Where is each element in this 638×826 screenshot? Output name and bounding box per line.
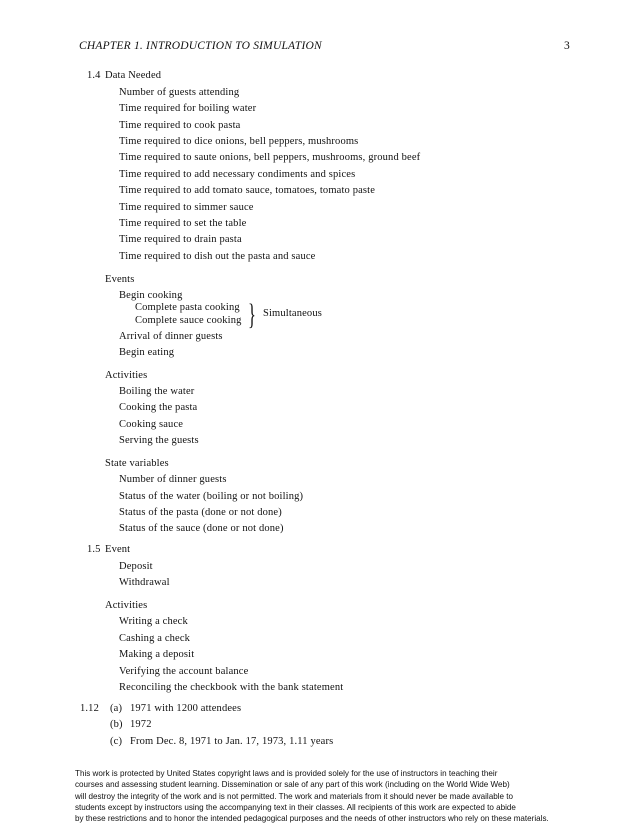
data-item: Time required to dice onions, bell peppers, mushrooms: [119, 136, 359, 147]
events-heading: Events: [105, 274, 135, 285]
copyright-line: will destroy the integrity of the work and is not permitted. The work and materials from it should never be made available to: [75, 791, 514, 801]
event-item: Begin cooking: [119, 290, 183, 301]
state-variable-item: Number of dinner guests: [119, 474, 227, 485]
simultaneous-label: Simultaneous: [263, 308, 322, 319]
data-item: Time required to dish out the pasta and sauce: [119, 251, 316, 262]
data-item: Time required to drain pasta: [119, 234, 242, 245]
section-number-1-4: 1.4: [87, 70, 101, 81]
answer-label: (c): [110, 736, 123, 747]
event-item: Begin eating: [119, 347, 175, 358]
running-header: [79, 40, 570, 52]
data-item: Time required to saute onions, bell peppers, mushrooms, ground beef: [119, 152, 421, 163]
copyright-line: students except by instructors using the accompanying text in their classes. All recipients of this work are expected to abide: [75, 802, 516, 812]
activity-item: Cashing a check: [119, 633, 191, 644]
event-item: Complete pasta cooking: [135, 302, 240, 313]
data-item: Number of guests attending: [119, 87, 240, 98]
section-title-data-needed: Data Needed: [105, 70, 162, 81]
event-item: Arrival of dinner guests: [119, 331, 223, 342]
activity-item: Verifying the account balance: [119, 666, 249, 677]
state-variables-heading: State variables: [105, 458, 169, 469]
data-item: Time required to cook pasta: [119, 120, 241, 131]
data-item: Time required to add necessary condiments and spices: [119, 169, 356, 180]
answer-label: (a): [110, 703, 123, 714]
state-variable-item: Status of the water (boiling or not boiling): [119, 491, 304, 502]
data-item: Time required to add tomato sauce, tomatoes, tomato paste: [119, 185, 376, 196]
activity-item: Making a deposit: [119, 649, 195, 660]
activity-item: Writing a check: [119, 616, 188, 627]
section-title-event: Event: [105, 544, 131, 555]
event-item: Withdrawal: [119, 577, 170, 588]
answer-text: 1972: [130, 719, 152, 730]
right-brace-icon: }: [248, 298, 256, 331]
copyright-line: by these restrictions and to honor the intended pedagogical purposes and the needs of other instructors who rely on these materials.: [75, 814, 549, 824]
state-variable-item: Status of the pasta (done or not done): [119, 507, 282, 518]
activity-item: Reconciling the checkbook with the bank statement: [119, 682, 344, 693]
activity-item: Serving the guests: [119, 435, 199, 446]
activities-heading: Activities: [105, 370, 148, 381]
data-item: Time required to simmer sauce: [119, 202, 254, 213]
chapter-title: CHAPTER 1. INTRODUCTION TO SIMULATION: [79, 40, 322, 52]
event-item: Deposit: [119, 561, 153, 572]
copyright-line: courses and assessing student learning. Dissemination or sale of any part of this work (including on the World Wide Web): [75, 780, 510, 790]
page-number: 3: [564, 40, 570, 52]
copyright-notice: [75, 768, 635, 824]
section-number-1-12: 1.12: [80, 703, 99, 714]
answer-text: 1971 with 1200 attendees: [130, 703, 242, 714]
activity-item: Boiling the water: [119, 386, 195, 397]
activity-item: Cooking sauce: [119, 419, 184, 430]
answer-text: From Dec. 8, 1971 to Jan. 17, 1973, 1.11 years: [130, 736, 334, 747]
data-item: Time required for boiling water: [119, 103, 257, 114]
activities-heading: Activities: [105, 600, 148, 611]
activity-item: Cooking the pasta: [119, 402, 198, 413]
data-item: Time required to set the table: [119, 218, 247, 229]
state-variable-item: Status of the sauce (done or not done): [119, 523, 284, 534]
answer-label: (b): [110, 719, 123, 730]
copyright-line: This work is protected by United States copyright laws and is provided solely for the use of instructors in teaching their: [75, 769, 498, 778]
section-number-1-5: 1.5: [87, 544, 101, 555]
event-item: Complete sauce cooking: [135, 315, 242, 326]
